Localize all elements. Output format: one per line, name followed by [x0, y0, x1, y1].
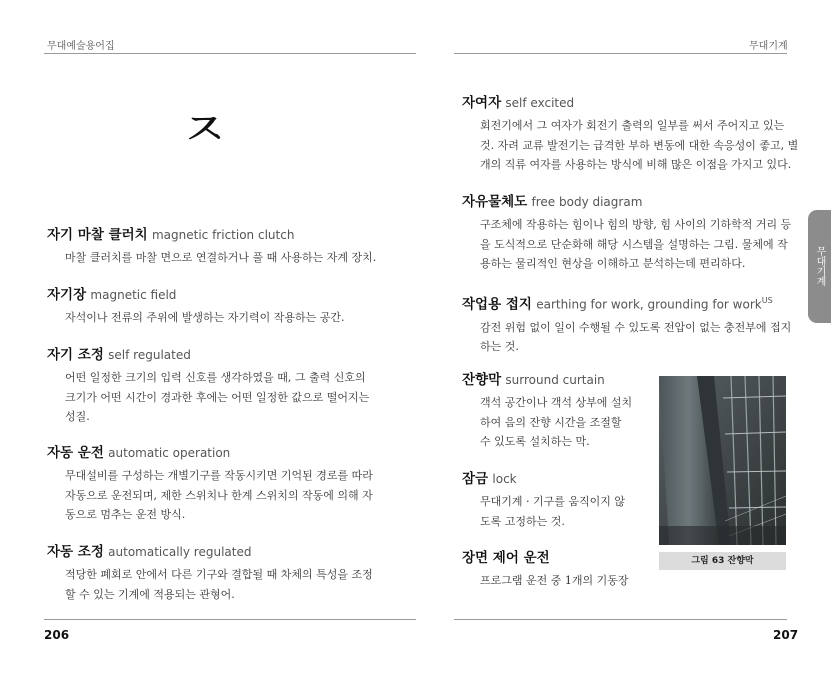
entry-term [47, 285, 345, 305]
term-english: automatically regulated [108, 545, 252, 559]
definition-line: 크기가 어떤 시간이 경과한 후에는 어떤 일정한 값으로 떨어지는 [65, 390, 370, 404]
entry-definition [480, 318, 791, 357]
right-footer-rule [454, 619, 787, 620]
entry-definition [480, 571, 629, 591]
definition-line: 객석 공간이나 객석 상부에 설치 [480, 396, 633, 409]
definition-line: 어떤 일정한 크기의 입력 신호를 생각하였을 때, 그 출력 신호의 [65, 371, 366, 384]
term-english: earthing for work, grounding for work [536, 297, 762, 312]
term-english: magnetic field [90, 288, 177, 302]
term-korean: 장면 제어 운전 [462, 550, 550, 566]
term-english: magnetic friction clutch [151, 228, 295, 242]
photo-illustration [659, 376, 786, 545]
term-english: surround curtain [505, 373, 605, 387]
entry-definition [480, 116, 798, 175]
definition-line: 하는 것. [480, 340, 519, 353]
entry-automatically-regulated [47, 542, 373, 604]
entry-definition [480, 215, 791, 274]
definition-line: 성질. [65, 410, 90, 423]
surround-curtain-photo [659, 376, 786, 545]
definition-line: 감전 위험 없이 일이 수행될 수 있도록 전압이 없는 충전부에 접지 [480, 320, 792, 334]
figure-caption: 그림 63 잔향막 [659, 552, 786, 570]
definition-line: 자동으로 운전되며, 제한 스위치나 한계 스위치의 작동에 의해 자 [65, 488, 373, 502]
definition-line: 프로그램 운전 중 1개의 기동장 [480, 574, 629, 587]
entry-term [47, 225, 376, 245]
entry-definition [65, 466, 373, 525]
entry-definition [65, 565, 373, 604]
entry-definition [65, 368, 369, 427]
term-korean: 자동 운전 [47, 445, 104, 461]
definition-line: 도록 고정하는 것. [480, 514, 565, 528]
right-page-number: 207 [773, 628, 799, 642]
definition-line: 동으로 멈추는 운전 방식. [65, 508, 186, 521]
entry-magnetic-friction-clutch [47, 225, 376, 268]
entry-term [47, 345, 369, 365]
definition-line: 을 도식적으로 단순화해 해당 시스템을 설명하는 그림. 물체에 작 [480, 237, 788, 251]
left-footer-rule [44, 619, 416, 620]
left-running-head: 무대예술용어집 [47, 41, 115, 52]
entry-self-excited [462, 93, 798, 175]
term-korean: 자동 조정 [47, 544, 104, 560]
definition-line: 것. 자려 교류 발전기는 급격한 부하 변동에 대한 속응성이 좋고, 별 [480, 138, 799, 152]
side-tab-label: 무대기계 [814, 246, 825, 286]
entry-lock [462, 469, 625, 531]
section-letter: ㅈ [180, 101, 229, 159]
entry-automatic-operation [47, 443, 373, 525]
entry-term [47, 542, 373, 562]
entry-term [462, 291, 791, 315]
definition-line: 수 있도록 설치하는 막. [480, 435, 590, 448]
entry-term [47, 443, 373, 463]
term-english: free body diagram [531, 195, 643, 209]
left-header-rule [44, 53, 416, 54]
term-korean: 자기 조정 [47, 347, 104, 363]
entry-term [462, 370, 632, 390]
term-english: lock [492, 472, 517, 486]
term-english: automatic operation [108, 446, 231, 460]
entry-free-body-diagram [462, 192, 791, 274]
definition-line: 무대기계 · 기구를 움직이지 않 [480, 495, 625, 508]
term-korean: 잔향막 [462, 372, 502, 388]
entry-term [462, 93, 798, 113]
definition-line: 개의 직류 여자를 사용하는 방식에 비해 많은 이점을 가지고 있다. [480, 158, 792, 171]
definition-line: 구조체에 작용하는 힘이나 힘의 방향, 힘 사이의 기하학적 거리 등 [480, 218, 792, 231]
entry-term [462, 548, 629, 568]
term-korean: 잠금 [462, 471, 489, 487]
term-korean: 자유물체도 [462, 194, 528, 210]
chapter-side-tab [808, 210, 831, 323]
entry-term [462, 469, 625, 489]
entry-surround-curtain [462, 370, 632, 452]
entry-definition [480, 393, 632, 452]
term-korean: 자기장 [47, 287, 87, 303]
entry-self-regulated [47, 345, 369, 427]
definition-line: 하여 음의 잔향 시간을 조절할 [480, 415, 622, 429]
entry-definition [65, 308, 345, 328]
right-header-rule [454, 53, 787, 54]
left-page-number: 206 [44, 628, 70, 642]
term-korean: 작업용 접지 [462, 296, 532, 313]
definition-line: 자석이나 전류의 주위에 발생하는 자기력이 작용하는 공간. [65, 311, 345, 324]
term-superscript: US [761, 296, 773, 305]
definition-line: 무대설비를 구성하는 개별기구를 작동시키면 기억된 경로를 따라 [65, 469, 373, 482]
entry-definition [65, 248, 376, 268]
definition-line: 회전기에서 그 여자가 회전기 출력의 일부를 써서 주어지고 있는 [480, 119, 785, 132]
entry-term [462, 192, 791, 212]
term-english: self regulated [108, 348, 191, 362]
term-korean: 자기 마찰 클러치 [47, 227, 148, 243]
term-english: self excited [505, 96, 575, 110]
entry-magnetic-field [47, 285, 345, 328]
definition-line: 마찰 클러치를 마찰 면으로 연결하거나 풀 때 사용하는 자계 장치. [65, 251, 377, 264]
definition-line: 용하는 물리적인 현상을 이해하고 분석하는데 편리하다. [480, 257, 746, 270]
term-korean: 자여자 [462, 95, 502, 111]
definition-line: 할 수 있는 기계에 적용되는 관형어. [65, 587, 235, 601]
right-running-head: 무대기계 [749, 41, 788, 52]
entry-scene-control-operation [462, 548, 629, 591]
entry-earthing-for-work [462, 291, 791, 357]
entry-definition [480, 492, 625, 531]
definition-line: 적당한 폐회로 안에서 다른 기구와 결합될 때 차체의 특성을 조정 [65, 568, 373, 581]
